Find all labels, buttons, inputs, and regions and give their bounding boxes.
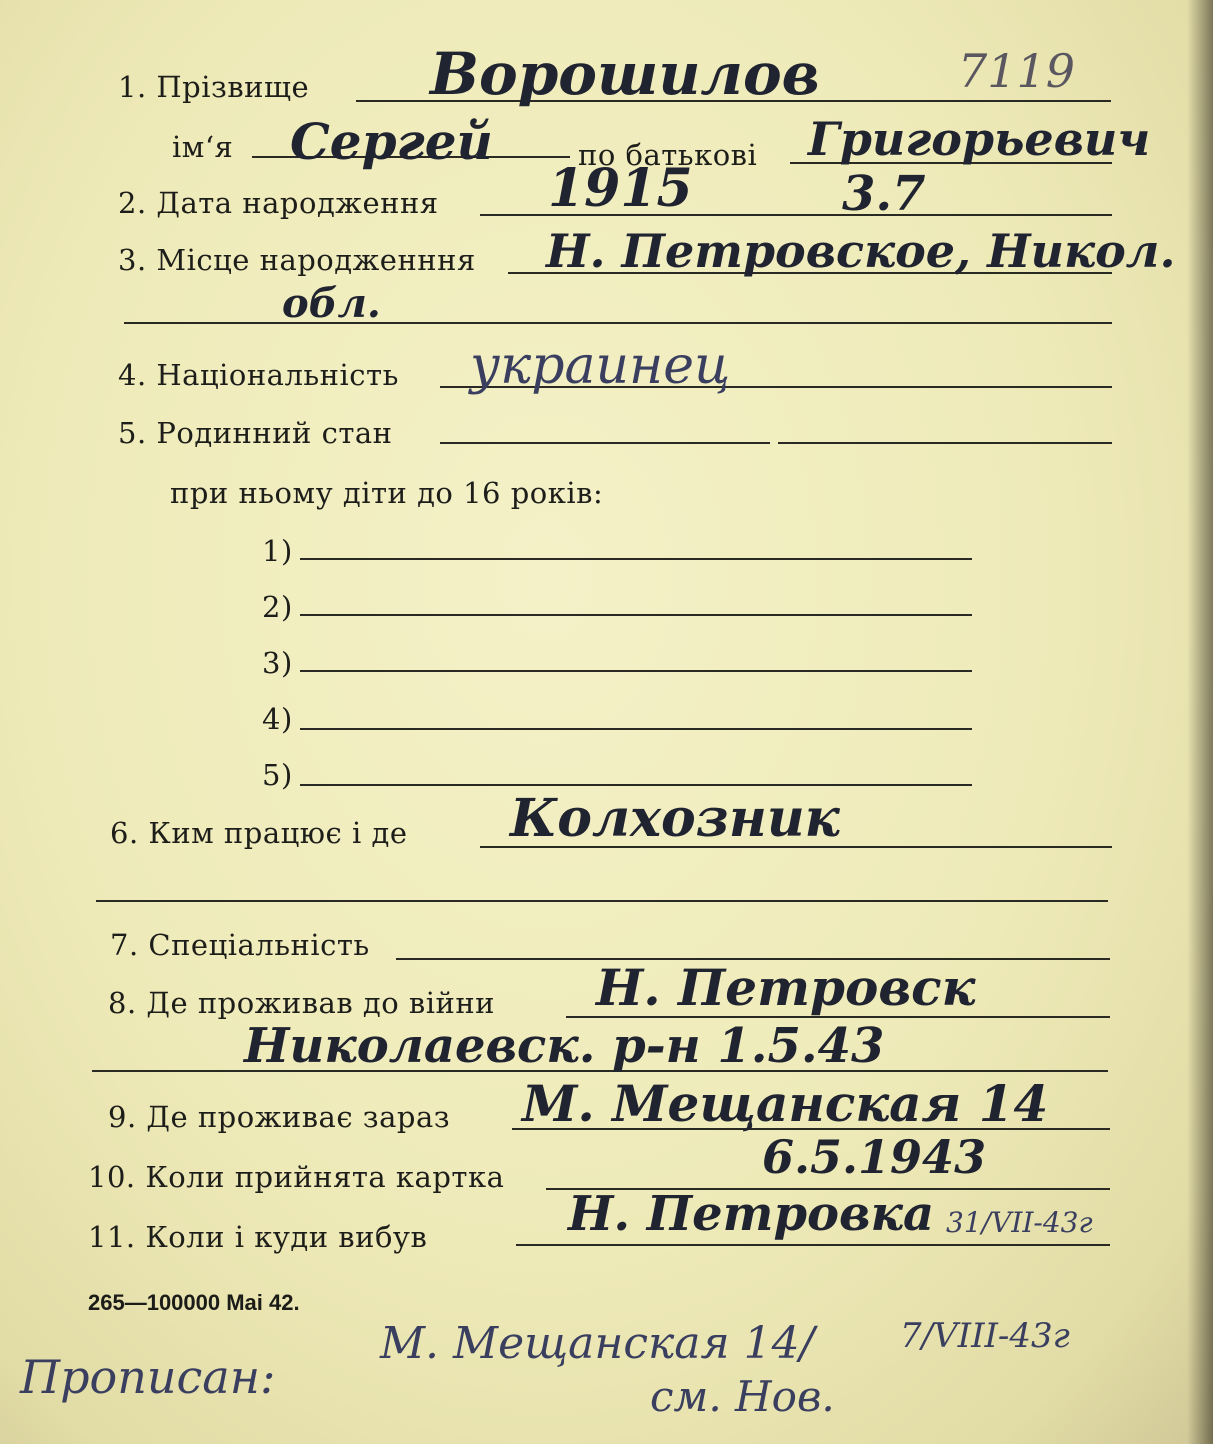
- hw-occupation: Колхозник: [510, 788, 840, 849]
- label-child-5: 5): [262, 758, 293, 792]
- label-child-1: 1): [262, 534, 293, 568]
- label-birth-date: 2. Дата народження: [118, 186, 439, 220]
- hw-nationality: украинец: [470, 336, 731, 396]
- line-family-status-2: [778, 442, 1112, 444]
- line-child-5: [300, 784, 972, 786]
- hw-registered-label: Прописан:: [20, 1350, 276, 1404]
- hw-departed-date: 31/VII-43г: [946, 1206, 1093, 1239]
- hw-registered-address: М. Мещанская 14/: [380, 1318, 815, 1369]
- label-birth-place: 3. Місце народженння: [118, 243, 476, 277]
- label-children: при ньому діти до 16 років:: [170, 476, 604, 510]
- line-child-4: [300, 728, 972, 730]
- label-occupation: 6. Ким працює і де: [110, 816, 408, 850]
- label-first-name: ім‘я: [172, 130, 234, 164]
- hw-registered-note: см. Нов.: [650, 1372, 835, 1421]
- label-specialty: 7. Спеціальність: [110, 928, 370, 962]
- line-child-2: [300, 614, 972, 616]
- label-child-2: 2): [262, 590, 293, 624]
- line-family-status-1: [440, 442, 770, 444]
- hw-patronymic: Григорьевич: [808, 112, 1151, 166]
- line-occupation-2: [96, 900, 1108, 902]
- print-code: 265—100000 Mai 42.: [88, 1290, 300, 1315]
- hw-surname: Ворошилов: [430, 40, 820, 108]
- label-prewar-residence: 8. Де проживав до війни: [108, 986, 495, 1020]
- hw-prewar-place-2: Николаевск. р-н 1.5.43: [244, 1018, 885, 1074]
- hw-first-name: Сергей: [290, 112, 493, 171]
- label-surname: 1. Прізвище: [118, 70, 310, 104]
- hw-current-address: М. Мещанская 14: [522, 1074, 1049, 1133]
- line-child-1: [300, 558, 972, 560]
- hw-birth-year: 1915: [548, 158, 693, 219]
- label-card-accepted: 10. Коли прийнята картка: [88, 1160, 505, 1194]
- line-birth-place-2: [124, 322, 1112, 324]
- hw-card-number: 7119: [958, 44, 1076, 98]
- hw-prewar-place-1: Н. Петровск: [596, 958, 976, 1017]
- label-child-3: 3): [262, 646, 293, 680]
- line-child-3: [300, 670, 972, 672]
- line-departed: [516, 1244, 1110, 1246]
- label-departed: 11. Коли і куди вибув: [88, 1220, 428, 1254]
- label-current-residence: 9. Де проживає зараз: [108, 1100, 451, 1134]
- label-family-status: 5. Родинний стан: [118, 416, 393, 450]
- label-child-4: 4): [262, 702, 293, 736]
- hw-birth-place-1: Н. Петровское, Никол.: [546, 224, 1176, 278]
- hw-registered-date: 7/VIII-43г: [900, 1316, 1070, 1356]
- hw-departed-place: Н. Петровка: [568, 1186, 935, 1242]
- hw-birth-age: 3.7: [842, 166, 926, 222]
- hw-card-accepted: 6.5.1943: [762, 1130, 987, 1184]
- label-patronymic: по батькові: [578, 138, 758, 172]
- label-nationality: 4. Національність: [118, 358, 399, 392]
- hw-birth-place-2: обл.: [282, 280, 381, 327]
